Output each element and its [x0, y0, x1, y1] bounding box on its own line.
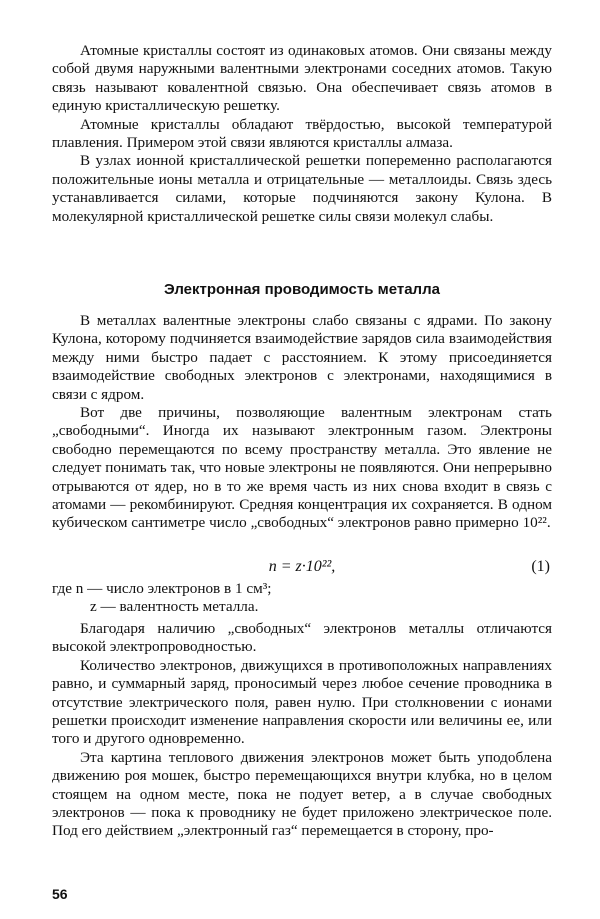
paragraph-electron-motion: Количество электронов, движущихся в противоположных направлениях равно, и суммарный заряд, проносимый через любое сечение проводника в отсутствие электрического поля, равен нулю. При столкновении с ионами решетки происходит изменение направления скорости или величины ее, или того и другого одновременно.	[52, 656, 552, 748]
paragraph-valence-electrons: В металлах валентные электроны слабо связаны с ядрами. По закону Кулона, которому подчиняется взаимодействие зарядов сила взаимодействия между ними быстро падает с расстоянием. К этому присоединяется взаимодействие свободных электронов с электронами, находящимися в связи с ядром.	[52, 312, 552, 403]
page-number: 56	[52, 886, 68, 902]
text-block-bottom	[52, 620, 552, 841]
legend-line-n: где n — число электронов в 1 см³;	[52, 580, 272, 597]
paragraph-swarm-analogy: Эта картина теплового движения электронов может быть уподоблена движению роя мошек, быстро перемещающихся внутри клубка, но в целом стоящем на одном месте, пока не подует ветер, а в случае свободных электронов — пока к проводнику не будет приложено электрическое поле. Под его действием „электронный газ“ перемещается в сторону, про-	[52, 748, 552, 840]
paragraph-atomic-crystals: Атомные кристаллы обладают твёрдостью, высокой температурой плавления. Примером этой связи являются кристаллы алмаза.	[52, 115, 552, 152]
text-block-top	[52, 42, 552, 226]
formula-line	[52, 558, 552, 580]
paragraph-electron-gas: Вот две причины, позволяющие валентным электронам стать „свободными“. Иногда их называют электронным газом. Электроны свободно перемещаются по всему пространству металла. Это явление не следует понимать так, что новые электроны не появляются. Они непрерывно отрываются от ядер, но в то же время часть из них снова входит в связь с атомами — рекомбинируют. Средняя концентрация их сохраняется. В одном кубическом сантиметре число „свободных“ электронов равно примерно 10²².	[52, 404, 552, 532]
formula-expression: n = z·10²²,	[268, 558, 336, 575]
text-block-middle	[52, 312, 552, 533]
section-heading: Электронная проводимость металла	[164, 281, 440, 298]
formula-number: (1)	[531, 558, 550, 575]
paragraph-ionic-lattice: В узлах ионной кристаллической решетки попеременно располагаются положительные ионы металла и отрицательные — металлоиды. Связь здесь устанавливается силами, которые подчиняются закону Кулона. В молекулярной кристаллической решетке силы связи молекул слабы.	[52, 152, 552, 225]
paragraph-covalent-bond: Атомные кристаллы состоят из одинаковых атомов. Они связаны между собой двумя наружными валентными электронами соседних атомов. Такую связь называют ковалентной связью. Она обеспечивает связь атомов в единую кристаллическую решетку.	[52, 42, 552, 115]
formula-legend	[52, 580, 552, 617]
paragraph-conductivity: Благодаря наличию „свободных“ электронов металлы отличаются высокой электропроводностью.	[52, 620, 552, 656]
legend-line-z: z — валентность металла.	[90, 598, 259, 616]
